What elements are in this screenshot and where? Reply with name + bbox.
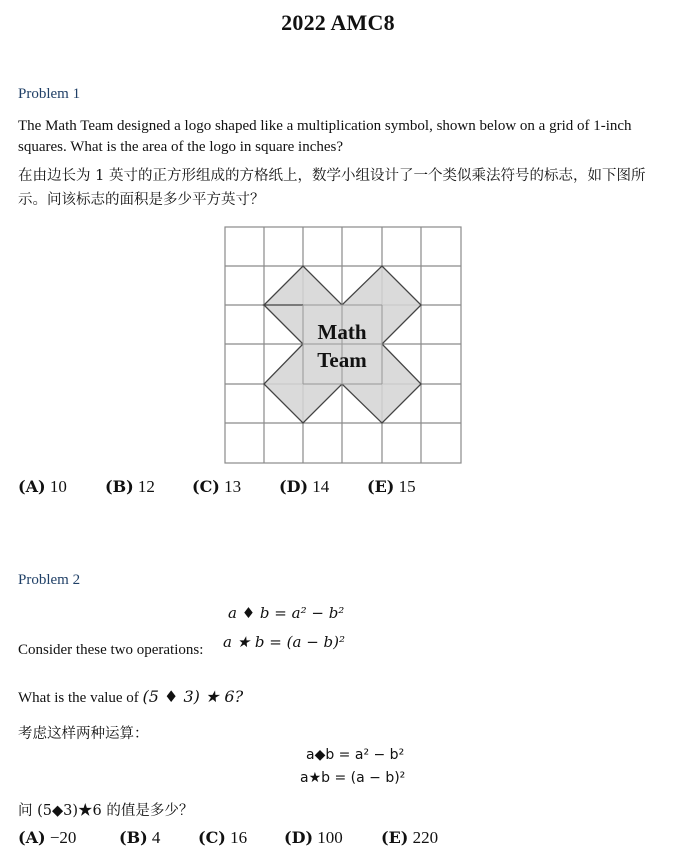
choice-e[interactable]: (E) 220 xyxy=(381,828,439,847)
choice-c[interactable]: (C) 16 xyxy=(198,828,248,847)
operations-intro: Consider these two operations: xyxy=(18,642,204,658)
problem-1-choices xyxy=(18,477,416,497)
operation-star-formula-cn: a★b = (a − b)² xyxy=(300,770,406,786)
choice-c[interactable]: (C) 13 xyxy=(192,477,242,496)
operation-diamond-formula: a ♦ b = a² − b² xyxy=(228,604,345,622)
logo-grid-figure xyxy=(224,226,462,464)
question-en xyxy=(18,686,243,709)
choice-d[interactable]: (D) 100 xyxy=(284,828,343,847)
choice-d[interactable]: (D) 14 xyxy=(279,477,330,496)
problem-1-text-en: The Math Team designed a logo shaped like a multiplication symbol, shown below on a grid of 1-inch squares. What is the area of the logo in square inches? xyxy=(18,118,632,155)
choice-b[interactable]: (B) 12 xyxy=(105,477,155,496)
logo-text-team: Team xyxy=(317,348,367,372)
question-en-prefix: What is the value of xyxy=(18,690,139,706)
intro-cn: 考虑这样两种运算： xyxy=(18,726,149,742)
operation-diamond-formula-cn: a◆b = a² − b² xyxy=(306,747,405,763)
question-en-expr: (5 ♦ 3) ★ 6? xyxy=(142,687,244,706)
choice-b[interactable]: (B) 4 xyxy=(119,828,161,847)
choice-a[interactable]: (A) −20 xyxy=(18,828,77,847)
question-cn: 问 (5◆3)★6 的值是多少？ xyxy=(18,803,194,819)
problem-2-heading: Problem 2 xyxy=(18,572,81,588)
choice-a[interactable]: (A) 10 xyxy=(18,477,67,496)
page-title: 2022 AMC8 xyxy=(281,10,395,35)
logo-text-math: Math xyxy=(317,320,367,344)
problem-2-choices xyxy=(18,828,438,848)
problem-1-text-cn: 在由边长为 1 英寸的正方形组成的方格纸上，数学小组设计了一个类似乘法符号的标志，如下图所示。问该标志的面积是多少平方英寸？ xyxy=(18,168,646,208)
problem-1-heading: Problem 1 xyxy=(18,86,81,102)
choice-e[interactable]: (E) 15 xyxy=(367,477,416,496)
operation-star-formula: a ★ b = (a − b)² xyxy=(223,633,345,651)
